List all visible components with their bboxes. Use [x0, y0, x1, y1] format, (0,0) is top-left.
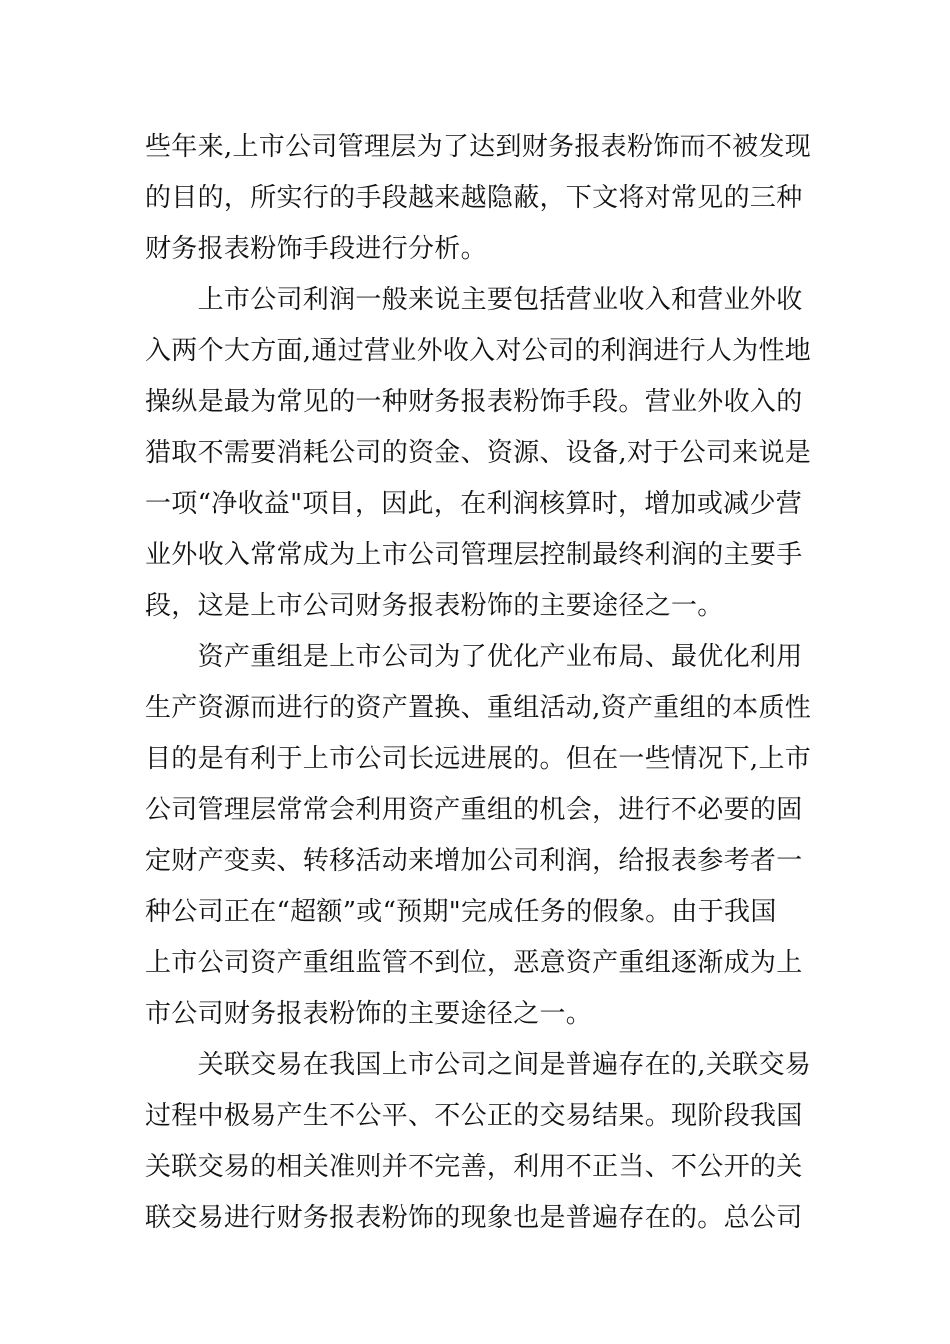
paragraph-line: 市公司财务报表粉饰的主要途径之一。	[145, 999, 593, 1029]
paragraph-line: 业外收入常常成为上市公司管理层控制最终利润的主要手	[145, 540, 803, 570]
paragraph-line: 猎取不需要消耗公司的资金、资源、设备,对于公司来说是	[145, 438, 812, 468]
paragraph-line: 过程中极易产生不公平、不公正的交易结果。现阶段我国	[145, 1101, 803, 1131]
paragraph-line: 上市公司资产重组监管不到位，恶意资产重组逐渐成为上	[145, 948, 803, 978]
paragraph-line: 关联交易在我国上市公司之间是普遍存在的,关联交易	[145, 1050, 812, 1080]
paragraph-line: 上市公司利润一般来说主要包括营业收入和营业外收	[145, 285, 803, 315]
paragraph-line: 财务报表粉饰手段进行分析。	[145, 234, 487, 264]
paragraph-line: 的目的，所实行的手段越来越隐蔽，下文将对常见的三种	[145, 183, 803, 213]
paragraph-line: 生产资源而进行的资产置换、重组活动,资产重组的本质性	[145, 693, 812, 723]
document-body	[145, 122, 812, 1244]
paragraph-line: 资产重组是上市公司为了优化产业布局、最优化利用	[145, 642, 803, 672]
paragraph-line: 一项“净收益"项目，因此，在利润核算时，增加或减少营	[145, 489, 803, 519]
paragraph-line: 种公司正在“超额”或“预期"完成任务的假象。由于我国	[145, 897, 777, 927]
paragraph-line: 联交易进行财务报表粉饰的现象也是普遍存在的。总公司	[145, 1203, 803, 1233]
paragraph-line: 公司管理层常常会利用资产重组的机会，进行不必要的固	[145, 795, 803, 825]
paragraph-line: 入两个大方面,通过营业外收入对公司的利润进行人为性地	[145, 336, 812, 366]
paragraph-line: 操纵是最为常见的一种财务报表粉饰手段。营业外收入的	[145, 387, 803, 417]
paragraph-line: 定财产变卖、转移活动来增加公司利润，给报表参考者一	[145, 846, 803, 876]
paragraph-line: 段，这是上市公司财务报表粉饰的主要途径之一。	[145, 591, 724, 621]
paragraph-line: 关联交易的相关准则并不完善，利用不正当、不公开的关	[145, 1152, 803, 1182]
paragraph-line: 目的是有利于上市公司长远进展的。但在一些情况下,上市	[145, 744, 812, 774]
paragraph-line: 些年来,上市公司管理层为了达到财务报表粉饰而不被发现	[145, 132, 812, 162]
